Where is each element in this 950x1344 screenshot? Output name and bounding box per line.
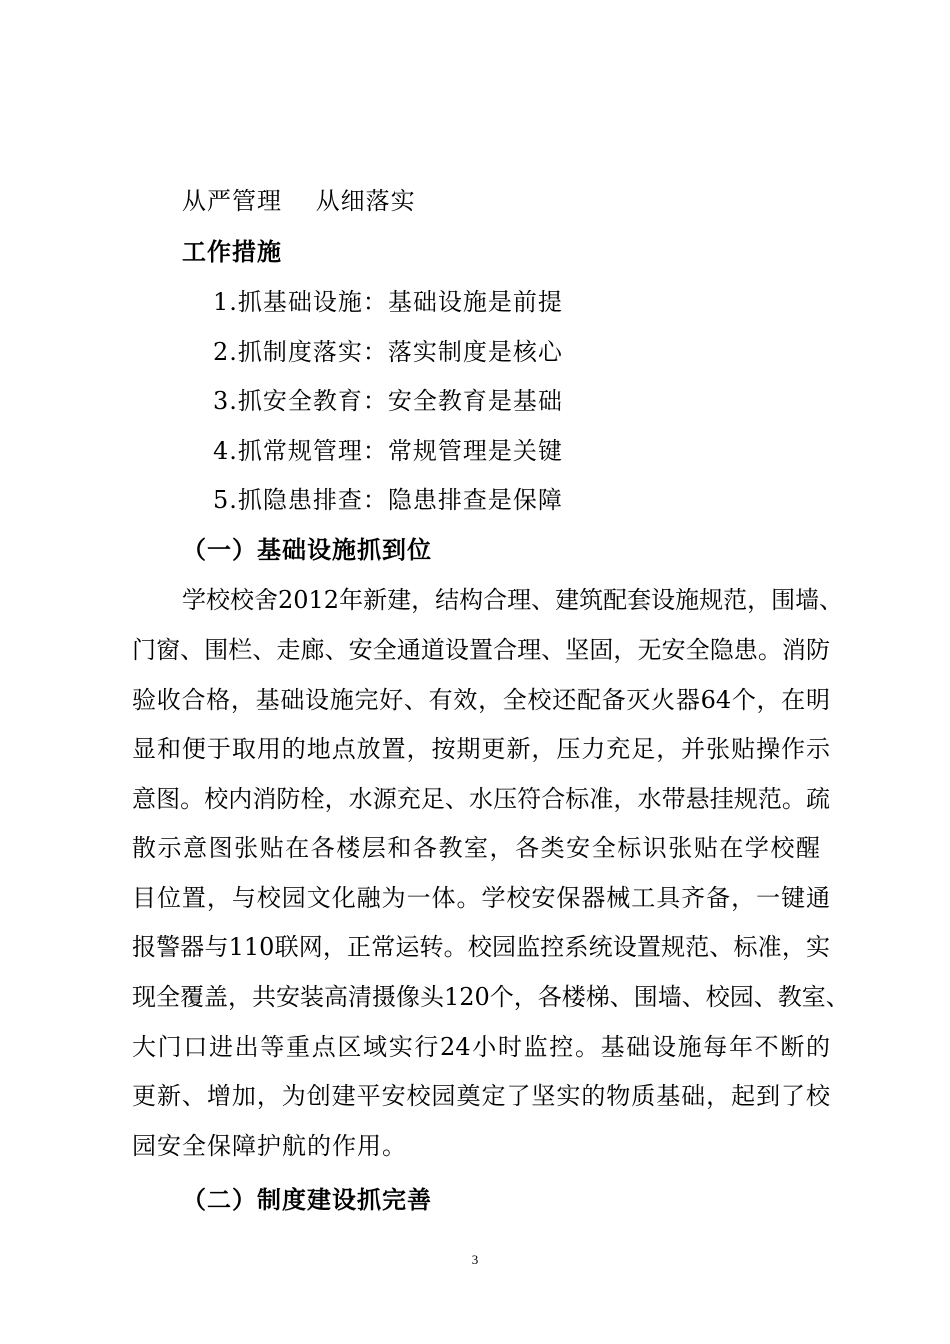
measure-item: 3.抓安全教育：安全教育是基础	[213, 387, 563, 415]
paragraph-line: 更新、增加，为创建平安校园奠定了坚实的物质基础，起到了校	[132, 1082, 830, 1110]
motto-line: 从严管理 从细落实	[182, 187, 416, 215]
section2-heading: （二）制度建设抓完善	[182, 1186, 432, 1214]
paragraph-line: 学校校舍2012年新建，结构合理、建筑配套设施规范，围墙、	[182, 586, 844, 614]
paragraph-line: 现全覆盖，共安装高清摄像头120个，各楼梯、围墙、校园、教室、	[132, 983, 850, 1011]
section1-heading: （一）基础设施抓到位	[182, 536, 432, 564]
measure-item: 1.抓基础设施：基础设施是前提	[213, 288, 563, 316]
paragraph-line: 大门口进出等重点区域实行24小时监控。基础设施每年不断的	[132, 1033, 830, 1061]
measure-item: 2.抓制度落实：落实制度是核心	[213, 338, 563, 366]
measure-item: 4.抓常规管理：常规管理是关键	[213, 437, 563, 465]
paragraph-line: 报警器与110联网，正常运转。校园监控系统设置规范、标准，实	[132, 933, 830, 961]
paragraph-line: 验收合格，基础设施完好、有效，全校还配备灭火器64个，在明	[132, 686, 830, 714]
page-number: 3	[471, 1252, 479, 1267]
paragraph-line: 园安全保障护航的作用。	[132, 1132, 407, 1160]
paragraph-line: 目位置，与校园文化融为一体。学校安保器械工具齐备，一键通	[132, 884, 830, 912]
measures-heading: 工作措施	[182, 238, 282, 266]
paragraph-line: 意图。校内消防栓，水源充足、水压符合标准，水带悬挂规范。疏	[132, 785, 830, 813]
paragraph-line: 显和便于取用的地点放置，按期更新，压力充足，并张贴操作示	[132, 735, 830, 763]
paragraph-line: 门窗、围栏、走廊、安全通道设置合理、坚固，无安全隐患。消防	[132, 636, 830, 664]
paragraph-line: 散示意图张贴在各楼层和各教室，各类安全标识张贴在学校醒	[132, 834, 820, 862]
measure-item: 5.抓隐患排查：隐患排查是保障	[213, 486, 563, 514]
